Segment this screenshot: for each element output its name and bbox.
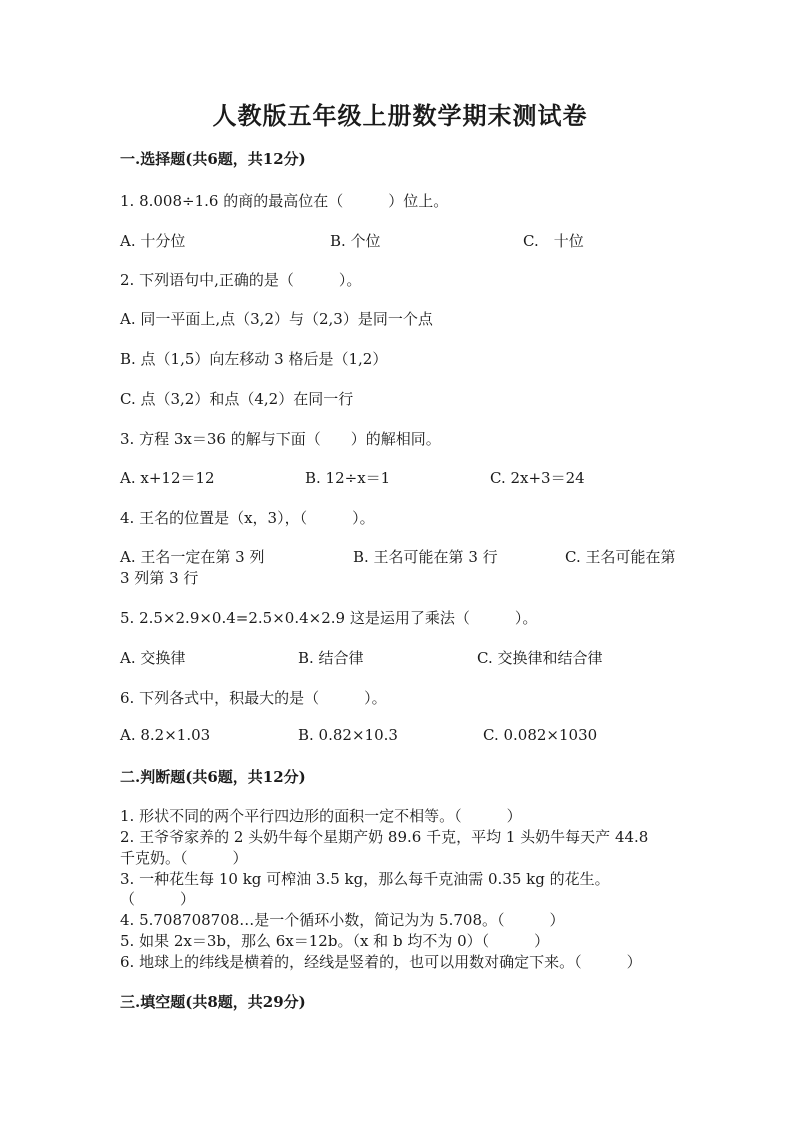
question-4-option-b: B. 王名可能在第 3 行	[353, 548, 498, 566]
judgment-line: 1. 形状不同的两个平行四边形的面积一定不相等。（ ）	[120, 807, 522, 825]
question-5-stem: 5. 2.5×2.9×0.4=2.5×0.4×2.9 这是运用了乘法（ ）。	[120, 609, 538, 627]
section-2-heading: 二.判断题(共6题，共12分)	[120, 768, 306, 786]
question-1-option-a: A. 十分位	[120, 232, 186, 250]
question-3-option-c: C. 2x+3＝24	[490, 469, 585, 487]
question-4-option-a: A. 王名一定在第 3 列	[120, 548, 265, 566]
question-5-option-b: B. 结合律	[298, 649, 364, 667]
question-6-option-a: A. 8.2×1.03	[120, 726, 211, 744]
section-3-heading: 三.填空题(共8题，共29分)	[120, 993, 306, 1011]
judgment-line: 6. 地球上的纬线是横着的，经线是竖着的，也可以用数对确定下来。（ ）	[120, 953, 642, 971]
question-3-option-b: B. 12÷x＝1	[305, 469, 391, 487]
question-2-stem: 2. 下列语句中,正确的是（ ）。	[120, 271, 362, 289]
question-6-stem: 6. 下列各式中，积最大的是（ ）。	[120, 689, 387, 707]
question-2-option-a: A. 同一平面上,点（3,2）与（2,3）是同一个点	[120, 310, 433, 328]
question-5-option-c: C. 交换律和结合律	[477, 649, 603, 667]
judgment-line: 千克奶。（ ）	[120, 849, 248, 867]
judgment-line: 2. 王爷爷家养的 2 头奶牛每个星期产奶 89.6 千克，平均 1 头奶牛每天产 44.8	[120, 828, 649, 846]
judgment-line: 5. 如果 2x＝3b，那么 6x＝12b。（x 和 b 均不为 0）（ ）	[120, 932, 550, 950]
judgment-line: （ ）	[120, 890, 196, 908]
question-1-option-c: C. 十位	[523, 232, 584, 250]
question-1-stem: 1. 8.008÷1.6 的商的最高位在（ ）位上。	[120, 192, 449, 210]
judgment-line: 3. 一种花生每 10 kg 可榨油 3.5 kg，那么每千克油需 0.35 kg 的花生。	[120, 870, 610, 888]
question-1-option-b: B. 个位	[330, 232, 381, 250]
section-1-heading: 一.选择题(共6题，共12分)	[120, 150, 306, 168]
question-6-option-c: C. 0.082×1030	[483, 726, 598, 744]
question-2-option-c: C. 点（3,2）和点（4,2）在同一行	[120, 390, 354, 408]
question-4-option-c-continued: 3 列第 3 行	[120, 569, 199, 587]
question-3-stem: 3. 方程 3x＝36 的解与下面（ ）的解相同。	[120, 430, 441, 448]
question-4-stem: 4. 王名的位置是（x，3），（ ）。	[120, 509, 375, 527]
question-3-option-a: A. x+12＝12	[120, 469, 215, 487]
question-4-option-c: C. 王名可能在第	[565, 548, 676, 566]
question-5-option-a: A. 交换律	[120, 649, 186, 667]
question-6-option-b: B. 0.82×10.3	[298, 726, 398, 744]
judgment-line: 4. 5.708708708…是一个循环小数，简记为为 5.708。（ ）	[120, 911, 565, 929]
question-2-option-b: B. 点（1,5）向左移动 3 格后是（1,2）	[120, 350, 388, 368]
exam-title: 人教版五年级上册数学期末测试卷	[212, 101, 588, 130]
